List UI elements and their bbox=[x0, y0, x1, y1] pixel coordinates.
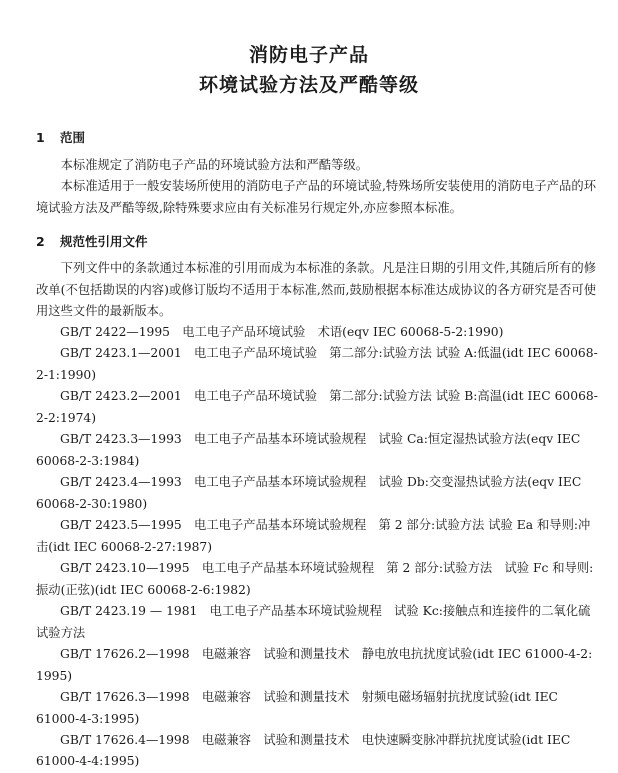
section-1-heading bbox=[36, 128, 85, 146]
reference-item bbox=[36, 601, 596, 644]
reference-line-continued: 2-2:1974) bbox=[36, 410, 97, 425]
reference-line: GB/T 17626.4—1998 电磁兼容 试验和测量技术 电快速瞬变脉冲群抗扰度试验(idt IEC bbox=[60, 733, 571, 747]
reference-line-continued: 2-1:1990) bbox=[36, 367, 97, 382]
reference-item bbox=[36, 687, 596, 730]
section-1-number: 1 bbox=[36, 130, 45, 145]
reference-item bbox=[36, 322, 596, 344]
section-2-intro: 下列文件中的条款通过本标准的引用而成为本标准的条款。凡是注日期的引用文件,其随后所有的修改单(不包括勘误的内容)或修订版均不适用于本标准,然而,鼓励根据本标准达成协议的各方研究是否可使用这些文件的最新版本。 bbox=[36, 261, 596, 318]
reference-line-continued: 试验方法 bbox=[36, 625, 86, 640]
document-title-line-1: 消防电子产品 bbox=[248, 44, 369, 66]
reference-line: GB/T 2423.3—1993 电工电子产品基本环境试验规程 试验 Ca:恒定湿热试验方法(eqv IEC bbox=[60, 432, 581, 446]
reference-line: GB/T 2423.1—2001 电工电子产品环境试验 第二部分:试验方法 试验 A:低温(idt IEC 60068- bbox=[60, 346, 598, 360]
section-1-paragraph-2: 本标准适用于一般安装场所使用的消防电子产品的环境试验,特殊场所安装使用的消防电子产品的环境试验方法及严酷等级,除特殊要求应由有关标准另行规定外,亦应参照本标准。 bbox=[36, 179, 596, 215]
reference-item bbox=[36, 472, 596, 515]
reference-item bbox=[36, 751, 596, 773]
section-1-paragraph-1: 本标准规定了消防电子产品的环境试验方法和严酷等级。 bbox=[60, 158, 369, 172]
reference-item bbox=[36, 730, 596, 752]
reference-item bbox=[36, 558, 596, 601]
reference-line: GB/T 2423.5—1995 电工电子产品基本环境试验规程 第 2 部分:试验方法 试验 Ea 和导则:冲 bbox=[60, 518, 591, 532]
reference-line: GB/T 17626.2—1998 电磁兼容 试验和测量技术 静电放电抗扰度试验(idt IEC 61000-4-2: bbox=[60, 647, 593, 661]
document-title-line-2: 环境试验方法及严酷等级 bbox=[198, 74, 419, 96]
reference-line: GB/T 2423.10—1995 电工电子产品基本环境试验规程 第 2 部分:试验方法 试验 Fc 和导则: bbox=[60, 561, 594, 575]
reference-item bbox=[36, 515, 596, 558]
reference-line-continued: 击(idt IEC 60068-2-27:1987) bbox=[36, 539, 213, 554]
reference-line: GB/T 2423.19 — 1981 电工电子产品基本环境试验规程 试验 Kc:接触点和连接件的二氧化硫 bbox=[60, 604, 591, 618]
reference-item bbox=[36, 644, 596, 687]
reference-line-continued: 60068-2-30:1980) bbox=[36, 496, 148, 511]
reference-item bbox=[36, 386, 596, 429]
section-2-number: 2 bbox=[36, 234, 45, 249]
reference-line-continued: 振动(正弦)(idt IEC 60068-2-6:1982) bbox=[36, 582, 251, 597]
reference-line: GB/T 2423.4—1993 电工电子产品基本环境试验规程 试验 Db:交变湿热试验方法(eqv IEC bbox=[60, 475, 582, 489]
section-2-title: 规范性引用文件 bbox=[60, 234, 148, 249]
reference-line: GB/T 2422—1995 电工电子产品环境试验 术语(eqv IEC 60068-5-2:1990) bbox=[60, 325, 504, 339]
reference-item bbox=[36, 343, 596, 386]
reference-line-continued: 61000-4-3:1995) bbox=[36, 711, 140, 726]
reference-item bbox=[36, 429, 596, 472]
reference-line: GB/T 17626.3—1998 电磁兼容 试验和测量技术 射频电磁场辐射抗扰度试验(idt IEC bbox=[60, 690, 558, 704]
reference-line-continued: 1995) bbox=[36, 668, 73, 683]
section-2-heading bbox=[36, 232, 148, 250]
reference-line: GB/T 2423.2—2001 电工电子产品环境试验 第二部分:试验方法 试验 B:高温(idt IEC 60068- bbox=[60, 389, 598, 403]
reference-line-continued: 61000-4-4:1995) bbox=[36, 754, 140, 768]
reference-line-continued: 60068-2-3:1984) bbox=[36, 453, 140, 468]
section-1-title: 范围 bbox=[60, 130, 86, 145]
